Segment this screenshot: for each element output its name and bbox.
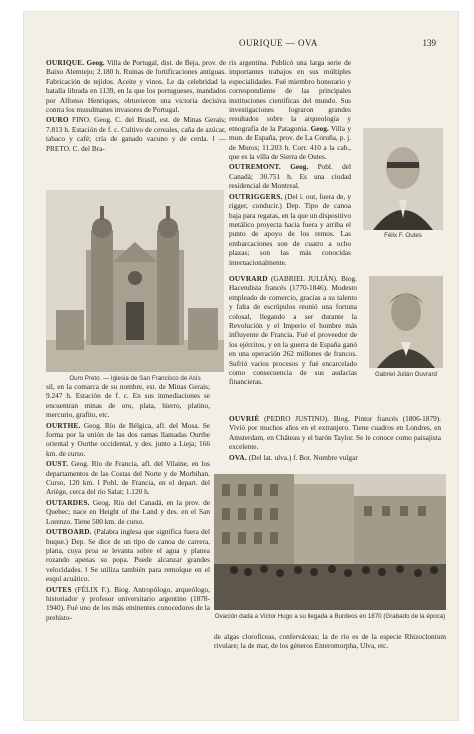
- church-caption: Ouro Preto. — Iglesia de San Francisco de Asís: [69, 375, 201, 382]
- entry-outremont: [229, 162, 351, 190]
- entry-text: sil, en la comarca de su nombre, est. de Minas Gerais; 9.247 h. Estación de f. c. En sus inmediaciones se encuentran minas de oro, plata, hierro, platino, mercurio, grafito, etc.: [46, 382, 210, 420]
- entry-text: de algas clorofíceas, conferváceas; la de río es de la especie Rhizoclonium rivulare; la de mar, de los géneros Enteromorpha, Ulva, etc.: [214, 632, 446, 651]
- entry-ourique: [46, 58, 226, 114]
- headword: OUST.: [46, 459, 69, 469]
- entry-text: (GABRIEL JULIÁN). Biog. Hacendista francés (1770-1846). Modesto empleado de comercio, gracias a su talento y falta de escrúpulos reunió una fortuna colosal, llegando a ser durante la Revolución y el Imperio el hombre más influyente de Francia. Fué el proveedor de los ejércitos, y en la guerra de España ganó en una operación 262 millones de francos. Sufrió varios procesos y fué encarcelado como consecuencia de sus audacias financieras.: [229, 274, 358, 387]
- entry-outardes: [46, 498, 210, 526]
- portrait-outes: [363, 128, 443, 230]
- headword: OURTHE.: [46, 420, 81, 430]
- entry-ouro: [46, 115, 226, 153]
- entry-text: ris argentina. Publicó una larga serie de importantes trabajos en sus múltiples especialidades. Fué miembro honorario y correspondiente de las principales instituciones científicas del mundo. Sus investigaciones lograron grandes resultados sobre la arqueología y etnografía de la Patagonia.: [229, 58, 351, 133]
- page-number: 139: [422, 38, 436, 48]
- street-caption: Ovación dada a Víctor Hugo a su llegada a Burdeos en 1870 (Grabado de la época): [214, 613, 446, 620]
- street-scene-image-icon: [214, 474, 446, 610]
- entry-outes: [46, 585, 210, 623]
- headword: OURIQUE.: [46, 58, 85, 67]
- portrait-image-icon: [369, 276, 443, 368]
- entry-ova: [229, 453, 441, 462]
- portrait-outes-caption: Félix F. Outes: [384, 232, 422, 239]
- entry-tag: Geog.: [86, 58, 105, 67]
- church-illustration: [46, 190, 224, 372]
- headword: OUTARDES.: [46, 497, 90, 507]
- entry-text: Geog. Río de Francia, afl. del Vilaine, en los departamentos de las Costas del Norte y de Morbihan. Curso, 120 km. ‖ Pobl. de Francia, en el depart. del Ariège, cerca del río Salat; 1.120 h.: [46, 459, 210, 497]
- entry-outes-continued: [229, 58, 351, 161]
- entry-text: (Palabra inglesa que significa fuera del buque.) Dep. Se dice de un tipo de canoa de carrera, plana, cuya proa se levanta sobre el agua y planea rozando apenas su popa. Puede alcanzar grandes velocidades. ‖ Se utiliza también para remolque en el esquí acuático.: [46, 527, 210, 584]
- entry-text: (Del lat. ulva.) f. Bot. Nombre vulgar: [248, 452, 358, 462]
- column-middle-ouvrard: [229, 274, 357, 388]
- entry-text: (FÉLIX F.). Biog. Antropólogo, arqueólogo, historiador y profesor universitario argentino (1878-1940). Fué uno de los más eminentes conocedores de la prehisto-: [46, 584, 210, 622]
- portrait-ouvrard: [369, 276, 443, 368]
- portrait-image-icon: [363, 128, 443, 230]
- running-head: [24, 38, 458, 52]
- entry-outboard: [46, 527, 210, 583]
- column-right-ouvrie: [229, 414, 441, 463]
- column-left-bottom: [46, 382, 210, 623]
- entry-text: Geog. Río del Canadá, en la prov. de Quebec; nace en Height of the Land y des. en el San Lorenzo. Tiene 500 km. de curso.: [46, 497, 211, 526]
- entry-text: FINO. Geog. C. del Brasil, est. de Minas Gerais; 7.813 h. Estación de f. c. Cultivo de cereales, caña de azúcar, tabaco y café; cría de ganado vacuno y de cerda. ‖ — PRETO. C. del Bra-: [46, 115, 226, 153]
- running-head-title: OURIQUE — OVA: [239, 38, 318, 48]
- entry-ova-continued: [214, 632, 446, 651]
- entry-ouvrard: [229, 274, 357, 387]
- headword: OURO: [46, 115, 69, 125]
- page: [24, 12, 458, 720]
- entry-text: Villa y mun. de España, prov. de La Coruña, p. j. de Muros; 11.203 h. Corr. 410 a la cab., que es la villa de Sierra de Outes.: [229, 123, 351, 162]
- entry-oust: [46, 459, 210, 497]
- headword: OUTREMONT.: [229, 162, 281, 172]
- entry-ouvrie: [229, 414, 441, 452]
- headword: OUTES: [46, 584, 72, 594]
- column-right-bottom: [214, 632, 446, 652]
- headword: OUVRIÉ: [229, 414, 260, 423]
- headword: OVA.: [229, 452, 247, 462]
- entry-ourthe: [46, 421, 210, 459]
- column-middle-top: [229, 58, 351, 268]
- street-illustration: [214, 474, 446, 610]
- entry-tag: Geog.: [310, 123, 329, 133]
- entry-outriggers: [229, 192, 351, 267]
- church-image-icon: [46, 190, 224, 372]
- headword: OUVRARD: [229, 274, 268, 283]
- entry-ouro-continued: [46, 382, 210, 420]
- entry-text: Pobl. del Canadá; 30.751 h. Es una ciudad residencial de Montreal.: [229, 162, 351, 191]
- headword: OUTBOARD.: [46, 527, 92, 537]
- entry-text: (Del i. out, fuera de, y rigger, conducir.) Dep. Tipo de canoa baja para regatas, en la que un dispositivo metálico proyecta hacia fuera y arriba el punto de apoyo de los remos. Las embarcaciones son de cuatro a ocho plazas; son las más conocidas internacionalmente.: [229, 191, 351, 267]
- entry-text: (PEDRO JUSTINO). Biog. Pintor francés (1806-1879). Vivió por muchos años en el extranjero. Tiene cuadros en Londres, en Amsterdam, en Château y el barón Taylor. Se le conoce como paisajista excelente.: [229, 414, 441, 452]
- headword: OUTRIGGERS.: [229, 191, 283, 201]
- entry-text: Geog. Río de Bélgica, afl. del Mosa. Se forma por la unión de las dos ramas llamadas Ourthe oriental y Ourthe occidental, y des. junto a Lieja; 166 km. de curso.: [46, 420, 210, 458]
- entry-text: Villa de Portugal, dist. de Beja, prov. de Baixo Alemtejo; 2.180 h. Ruinas de fortificaciones antiguas. Fabricación de tejidos. Aceite y vinos. Le da celebridad la batalla librada en 1139, en la que los portugueses, mandados por Alfonso Henriques, obtuvieron una victoria decisiva contra los musulmanes invasores de Portugal.: [46, 58, 226, 115]
- column-left-top: [46, 58, 226, 154]
- entry-tag: Geog.: [290, 162, 309, 172]
- portrait-ouvrard-caption: Gabriel Julián Ouvrard: [375, 371, 437, 378]
